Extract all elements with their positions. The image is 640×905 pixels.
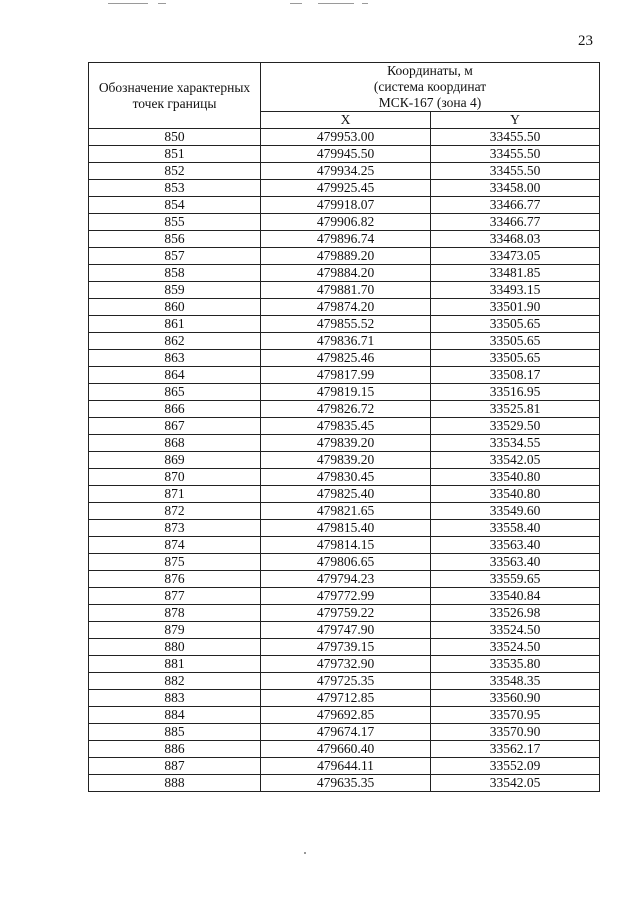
table-row xyxy=(89,350,600,367)
table-row xyxy=(89,231,600,248)
table-row xyxy=(89,316,600,333)
table-row xyxy=(89,537,600,554)
y-coordinate-cell: 33525.81 xyxy=(431,401,600,418)
x-coordinate-cell: 479953.00 xyxy=(261,129,431,146)
x-coordinate-cell: 479825.40 xyxy=(261,486,431,503)
point-number-cell: 886 xyxy=(89,741,261,758)
x-coordinate-cell: 479889.20 xyxy=(261,248,431,265)
table-row xyxy=(89,673,600,690)
y-coordinate-cell: 33468.03 xyxy=(431,231,600,248)
table-row xyxy=(89,639,600,656)
y-coordinate-cell: 33540.80 xyxy=(431,469,600,486)
point-number-cell: 864 xyxy=(89,367,261,384)
table-row xyxy=(89,282,600,299)
x-coordinate-cell: 479817.99 xyxy=(261,367,431,384)
x-coordinate-cell: 479794.23 xyxy=(261,571,431,588)
y-coordinate-cell: 33562.17 xyxy=(431,741,600,758)
x-coordinate-cell: 479821.65 xyxy=(261,503,431,520)
x-coordinate-cell: 479772.99 xyxy=(261,588,431,605)
scan-artifact-line xyxy=(290,3,302,4)
y-coordinate-cell: 33534.55 xyxy=(431,435,600,452)
table-row xyxy=(89,146,600,163)
table-row xyxy=(89,367,600,384)
x-coordinate-cell: 479819.15 xyxy=(261,384,431,401)
table-row xyxy=(89,299,600,316)
point-number-cell: 873 xyxy=(89,520,261,537)
y-coordinate-cell: 33526.98 xyxy=(431,605,600,622)
point-number-cell: 887 xyxy=(89,758,261,775)
table-row xyxy=(89,452,600,469)
point-number-cell: 876 xyxy=(89,571,261,588)
point-number-cell: 877 xyxy=(89,588,261,605)
y-coordinate-cell: 33540.84 xyxy=(431,588,600,605)
table-row xyxy=(89,197,600,214)
table-row xyxy=(89,384,600,401)
x-coordinate-cell: 479635.35 xyxy=(261,775,431,792)
table-row xyxy=(89,333,600,350)
x-coordinate-cell: 479759.22 xyxy=(261,605,431,622)
x-coordinate-cell: 479806.65 xyxy=(261,554,431,571)
table-row xyxy=(89,401,600,418)
x-coordinate-cell: 479918.07 xyxy=(261,197,431,214)
point-number-cell: 880 xyxy=(89,639,261,656)
point-number-cell: 881 xyxy=(89,656,261,673)
table-row xyxy=(89,758,600,775)
y-coordinate-cell: 33563.40 xyxy=(431,554,600,571)
point-number-cell: 882 xyxy=(89,673,261,690)
x-coordinate-cell: 479881.70 xyxy=(261,282,431,299)
point-number-cell: 869 xyxy=(89,452,261,469)
point-number-cell: 885 xyxy=(89,724,261,741)
y-coordinate-cell: 33552.09 xyxy=(431,758,600,775)
table-row xyxy=(89,163,600,180)
scan-dot xyxy=(304,852,306,854)
y-coordinate-cell: 33542.05 xyxy=(431,775,600,792)
point-number-cell: 871 xyxy=(89,486,261,503)
x-coordinate-cell: 479839.20 xyxy=(261,452,431,469)
points-column-header xyxy=(89,63,261,129)
point-number-cell: 888 xyxy=(89,775,261,792)
x-coordinate-cell: 479934.25 xyxy=(261,163,431,180)
point-number-cell: 856 xyxy=(89,231,261,248)
x-coordinate-cell: 479732.90 xyxy=(261,656,431,673)
y-coordinate-cell: 33563.40 xyxy=(431,537,600,554)
x-coordinate-cell: 479884.20 xyxy=(261,265,431,282)
y-coordinate-cell: 33505.65 xyxy=(431,350,600,367)
table-row xyxy=(89,520,600,537)
x-coordinate-cell: 479815.40 xyxy=(261,520,431,537)
table-row xyxy=(89,248,600,265)
x-coordinate-cell: 479896.74 xyxy=(261,231,431,248)
x-column-header: X xyxy=(261,112,431,129)
point-number-cell: 861 xyxy=(89,316,261,333)
table-row xyxy=(89,129,600,146)
table-row xyxy=(89,571,600,588)
table-row xyxy=(89,656,600,673)
coords-header-line3: МСК-167 (зона 4) xyxy=(378,95,482,110)
table-row xyxy=(89,503,600,520)
y-coordinate-cell: 33505.65 xyxy=(431,316,600,333)
y-coordinate-cell: 33570.90 xyxy=(431,724,600,741)
y-coordinate-cell: 33535.80 xyxy=(431,656,600,673)
x-coordinate-cell: 479825.46 xyxy=(261,350,431,367)
table-row xyxy=(89,775,600,792)
y-coordinate-cell: 33549.60 xyxy=(431,503,600,520)
x-coordinate-cell: 479739.15 xyxy=(261,639,431,656)
y-coordinate-cell: 33542.05 xyxy=(431,452,600,469)
x-coordinate-cell: 479692.85 xyxy=(261,707,431,724)
scan-artifact-line xyxy=(108,3,148,4)
point-number-cell: 868 xyxy=(89,435,261,452)
y-coordinate-cell: 33455.50 xyxy=(431,146,600,163)
coords-header-line2: (система координат xyxy=(373,79,487,94)
table-row xyxy=(89,180,600,197)
scan-artifact-line xyxy=(362,3,368,4)
coordinates-table xyxy=(88,62,600,792)
y-coordinate-cell: 33529.50 xyxy=(431,418,600,435)
point-number-cell: 855 xyxy=(89,214,261,231)
point-number-cell: 851 xyxy=(89,146,261,163)
x-coordinate-cell: 479945.50 xyxy=(261,146,431,163)
point-number-cell: 863 xyxy=(89,350,261,367)
y-coordinate-cell: 33455.50 xyxy=(431,129,600,146)
points-header-text: Обозначение характерных точек границы xyxy=(98,79,251,111)
y-coordinate-cell: 33548.35 xyxy=(431,673,600,690)
point-number-cell: 850 xyxy=(89,129,261,146)
page-number: 23 xyxy=(578,33,593,49)
table-row xyxy=(89,265,600,282)
point-number-cell: 874 xyxy=(89,537,261,554)
point-number-cell: 853 xyxy=(89,180,261,197)
point-number-cell: 867 xyxy=(89,418,261,435)
table-row xyxy=(89,622,600,639)
x-coordinate-cell: 479906.82 xyxy=(261,214,431,231)
y-coordinate-cell: 33466.77 xyxy=(431,214,600,231)
table-row xyxy=(89,486,600,503)
x-coordinate-cell: 479712.85 xyxy=(261,690,431,707)
coordinates-column-header xyxy=(261,63,600,112)
x-coordinate-cell: 479836.71 xyxy=(261,333,431,350)
table-row xyxy=(89,707,600,724)
y-coordinate-cell: 33505.65 xyxy=(431,333,600,350)
point-number-cell: 878 xyxy=(89,605,261,622)
point-number-cell: 884 xyxy=(89,707,261,724)
table-row xyxy=(89,435,600,452)
point-number-cell: 858 xyxy=(89,265,261,282)
point-number-cell: 865 xyxy=(89,384,261,401)
table-row xyxy=(89,214,600,231)
x-coordinate-cell: 479814.15 xyxy=(261,537,431,554)
y-coordinate-cell: 33540.80 xyxy=(431,486,600,503)
y-coordinate-cell: 33473.05 xyxy=(431,248,600,265)
x-coordinate-cell: 479660.40 xyxy=(261,741,431,758)
y-coordinate-cell: 33524.50 xyxy=(431,622,600,639)
scan-artifact-line xyxy=(318,3,354,4)
table-body xyxy=(89,129,600,792)
point-number-cell: 883 xyxy=(89,690,261,707)
point-number-cell: 854 xyxy=(89,197,261,214)
table-row xyxy=(89,690,600,707)
y-coordinate-cell: 33558.40 xyxy=(431,520,600,537)
x-coordinate-cell: 479839.20 xyxy=(261,435,431,452)
x-coordinate-cell: 479874.20 xyxy=(261,299,431,316)
y-coordinate-cell: 33466.77 xyxy=(431,197,600,214)
table-row xyxy=(89,605,600,622)
x-coordinate-cell: 479826.72 xyxy=(261,401,431,418)
coords-header-line1: Координаты, м xyxy=(387,63,473,78)
point-number-cell: 857 xyxy=(89,248,261,265)
point-number-cell: 879 xyxy=(89,622,261,639)
table-row xyxy=(89,554,600,571)
table-row xyxy=(89,588,600,605)
x-coordinate-cell: 479674.17 xyxy=(261,724,431,741)
y-coordinate-cell: 33455.50 xyxy=(431,163,600,180)
point-number-cell: 875 xyxy=(89,554,261,571)
point-number-cell: 852 xyxy=(89,163,261,180)
point-number-cell: 862 xyxy=(89,333,261,350)
header-row xyxy=(89,63,600,112)
x-coordinate-cell: 479855.52 xyxy=(261,316,431,333)
y-coordinate-cell: 33516.95 xyxy=(431,384,600,401)
point-number-cell: 872 xyxy=(89,503,261,520)
y-coordinate-cell: 33524.50 xyxy=(431,639,600,656)
table-row xyxy=(89,469,600,486)
point-number-cell: 870 xyxy=(89,469,261,486)
x-coordinate-cell: 479747.90 xyxy=(261,622,431,639)
y-coordinate-cell: 33501.90 xyxy=(431,299,600,316)
point-number-cell: 859 xyxy=(89,282,261,299)
y-coordinate-cell: 33481.85 xyxy=(431,265,600,282)
y-coordinate-cell: 33493.15 xyxy=(431,282,600,299)
y-coordinate-cell: 33458.00 xyxy=(431,180,600,197)
table-row xyxy=(89,741,600,758)
table-row xyxy=(89,418,600,435)
y-column-header: Y xyxy=(431,112,600,129)
x-coordinate-cell: 479925.45 xyxy=(261,180,431,197)
x-coordinate-cell: 479644.11 xyxy=(261,758,431,775)
table-header xyxy=(89,63,600,129)
x-coordinate-cell: 479835.45 xyxy=(261,418,431,435)
y-coordinate-cell: 33560.90 xyxy=(431,690,600,707)
y-coordinate-cell: 33559.65 xyxy=(431,571,600,588)
x-coordinate-cell: 479830.45 xyxy=(261,469,431,486)
y-coordinate-cell: 33508.17 xyxy=(431,367,600,384)
x-coordinate-cell: 479725.35 xyxy=(261,673,431,690)
point-number-cell: 860 xyxy=(89,299,261,316)
y-coordinate-cell: 33570.95 xyxy=(431,707,600,724)
point-number-cell: 866 xyxy=(89,401,261,418)
table-row xyxy=(89,724,600,741)
scan-artifact-line xyxy=(158,3,166,4)
